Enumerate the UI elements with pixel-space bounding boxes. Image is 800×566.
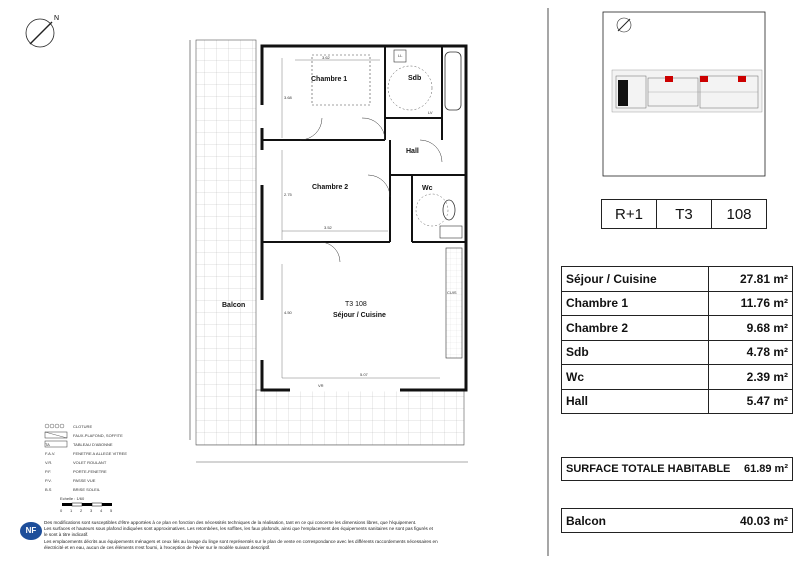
room-area: 9.68 m² <box>708 316 792 341</box>
balcony-area <box>196 40 256 445</box>
legend-item: FAUX-PLAFOND, SOFFITE <box>73 433 123 438</box>
tag-vr: VR <box>318 383 324 388</box>
note-line: Les surfaces et hauteurs sous plafond indiquées sont approximatives. Les retombées, les soffites, les faux plafonds, ainsi que l'emplacement des équipements sanitaires ne sont pas figurés et <box>44 526 433 532</box>
legend-item: P.V. PASSE VUE <box>45 478 96 483</box>
note-line: électricité et en eau, aucun de ces éléments n'est fourni, à l'exception de l'évier sur le modèle suivant descriptif. <box>44 544 271 550</box>
room-name: Chambre 1 <box>562 291 709 316</box>
unit-number: 108 <box>711 200 766 228</box>
nf-badge-text: NF <box>25 526 37 535</box>
scale-label: Echelle : 1/60 <box>60 496 85 501</box>
disclaimer-notes <box>44 520 544 551</box>
unit-type: T3 <box>656 200 711 228</box>
room-area: 27.81 m² <box>708 267 792 292</box>
room-area: 2.39 m² <box>708 365 792 390</box>
room-name: Wc <box>562 365 709 390</box>
dim-chambre1-depth: 3.68 <box>284 95 292 100</box>
room-name: Hall <box>562 389 709 414</box>
svg-text:N: N <box>54 15 60 22</box>
plan-label-sejour: Séjour / Cuisine <box>333 312 386 319</box>
plan-label-balcon: Balcon <box>222 302 246 309</box>
area-table <box>561 266 793 414</box>
legend-item: TA TABLEAU D'ABONNE <box>45 442 113 447</box>
table-row <box>562 340 793 365</box>
balcon-area <box>561 508 793 533</box>
table-row <box>562 389 793 414</box>
plan-label-wc: Wc <box>422 185 433 192</box>
legend-item: F.A.V. FENETRE A ALLEGE VITREE <box>45 451 128 456</box>
plan-label-chambre2: Chambre 2 <box>312 184 349 191</box>
table-row <box>562 365 793 390</box>
unit-level: R+1 <box>615 205 643 223</box>
tag-lv: LV <box>428 110 433 115</box>
legend-item: B.S BRISE SOLEIL <box>45 487 101 492</box>
north-arrow-icon <box>26 15 59 47</box>
room-name: Sdb <box>562 340 709 365</box>
location-thumbnail <box>603 12 765 176</box>
note-line: Des modifications sont susceptibles d'être apportées à ce plan en fonction des nécessités techniques de la réalisation, tant en ce qui concerne les dimensions libres, que l'équipement. <box>44 520 417 525</box>
tag-cuis: CUIS <box>447 290 457 295</box>
room-area: 11.76 m² <box>708 291 792 316</box>
table-row <box>562 291 793 316</box>
plan-label-hall: Hall <box>406 148 419 155</box>
plan-label-chambre1: Chambre 1 <box>311 76 348 83</box>
dim-sejour-depth: 4.50 <box>284 310 292 315</box>
dim-chambre1-width: 3.62 <box>322 55 330 60</box>
table-row <box>562 267 793 292</box>
note-line: le sont à titre indicatif. <box>44 532 89 538</box>
room-area: 4.78 m² <box>708 340 792 365</box>
dim-chambre2-width: 3.52 <box>324 225 332 230</box>
balcon-value: 40.03 m² <box>739 513 788 528</box>
scale-tick: 1 <box>70 508 73 513</box>
balcon-label: Balcon <box>566 513 607 528</box>
legend-item: CLOTURE <box>73 424 93 429</box>
total-label: SURFACE TOTALE HABITABLE <box>566 463 731 475</box>
room-name: Chambre 2 <box>562 316 709 341</box>
legend-item: P.F. PORTE-FENETRE <box>45 469 107 474</box>
scale-tick: 4 <box>100 508 103 513</box>
legend-item: V.R. VOLET ROULANT <box>45 460 107 465</box>
scale-tick: 3 <box>90 508 93 513</box>
room-area: 5.47 m² <box>708 389 792 414</box>
apartment-walls <box>262 46 466 390</box>
room-name: Séjour / Cuisine <box>562 267 709 292</box>
note-line: Les emplacements décrits aux équipements ménagers et ceux liés au lavage du linge sont représentés sur le plan de vente en correspondance avec les différents raccordements nécessaires en <box>44 538 438 544</box>
plan-label-sdb: Sdb <box>408 75 422 82</box>
dim-chambre2-depth: 2.75 <box>284 192 292 197</box>
tag-ll: LL <box>398 53 403 58</box>
scale-tick: 2 <box>80 508 83 513</box>
scale-tick: 5 <box>110 508 113 513</box>
table-row <box>562 316 793 341</box>
scale-tick: 0 <box>60 508 63 513</box>
total-value: 61.89 m² <box>743 463 788 475</box>
dim-sejour-width: 5.07 <box>360 372 368 377</box>
total-area <box>561 457 793 481</box>
plan-label-unit: T3 108 <box>345 301 367 308</box>
scale-bar <box>62 503 112 506</box>
unit-header <box>601 199 767 229</box>
